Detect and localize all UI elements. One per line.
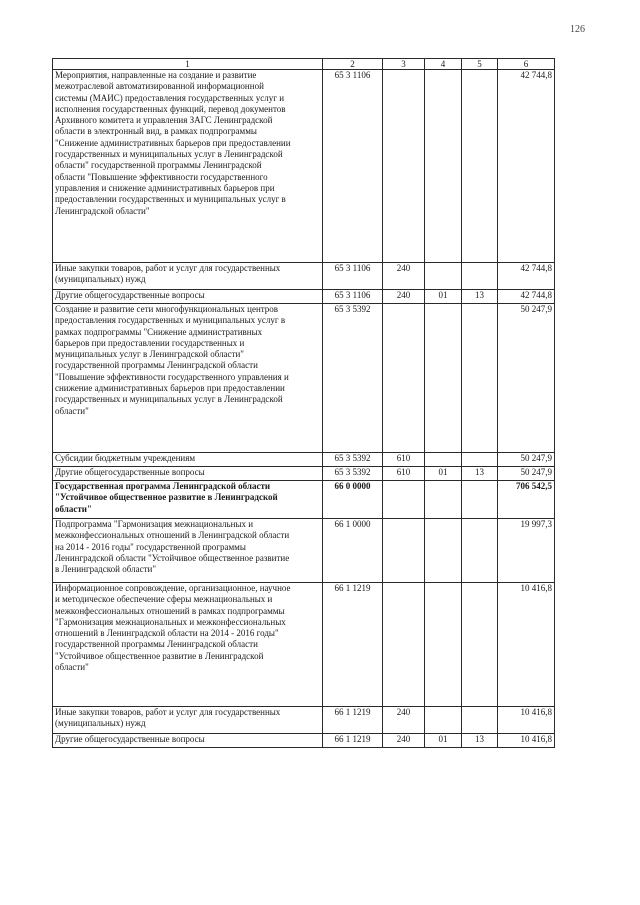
row-pr-cell bbox=[462, 263, 498, 290]
row-rz-cell bbox=[425, 304, 462, 453]
row-sum-cell: 50 247,9 bbox=[498, 304, 555, 453]
row-name-cell: Другие общегосударственные вопросы bbox=[53, 734, 323, 748]
row-sum-cell: 50 247,9 bbox=[498, 467, 555, 481]
row-rz-cell: 01 bbox=[425, 290, 462, 304]
row-sum-cell: 42 744,8 bbox=[498, 290, 555, 304]
row-vr-cell bbox=[383, 70, 425, 263]
row-pr-cell bbox=[462, 481, 498, 519]
row-rz-cell bbox=[425, 519, 462, 583]
row-code-cell: 66 1 1219 bbox=[323, 707, 383, 734]
row-vr-cell bbox=[383, 304, 425, 453]
table-row bbox=[53, 290, 555, 304]
row-code-cell: 65 3 1106 bbox=[323, 263, 383, 290]
row-name-cell: Информационное сопровождение, организационное, научное и методическое обеспечение сферы межнациональных и межконфессиональных отношений в рамках подпрограммы "Гармонизация межнациональных и межконфессиональных отношений в Ленинградской области на 2014 - 2016 годы" государственной программы Ленинградской области "Устойчивое общественное развитие в Ленинградской области" bbox=[53, 583, 323, 707]
header-cell-name: 1 bbox=[53, 59, 323, 70]
row-vr-cell: 240 bbox=[383, 263, 425, 290]
row-code-cell: 65 3 1106 bbox=[323, 70, 383, 263]
row-code-cell: 66 1 0000 bbox=[323, 519, 383, 583]
row-name-cell: Другие общегосударственные вопросы bbox=[53, 290, 323, 304]
row-vr-cell: 610 bbox=[383, 453, 425, 467]
table-row bbox=[53, 453, 555, 467]
header-cell-pr: 5 bbox=[462, 59, 498, 70]
budget-table bbox=[52, 58, 555, 748]
row-sum-cell: 10 416,8 bbox=[498, 707, 555, 734]
table-header-row bbox=[53, 59, 555, 70]
row-name-cell: Субсидии бюджетным учреждениям bbox=[53, 453, 323, 467]
row-sum-cell: 42 744,8 bbox=[498, 263, 555, 290]
row-code-cell: 66 0 0000 bbox=[323, 481, 383, 519]
row-vr-cell bbox=[383, 519, 425, 583]
row-sum-cell: 50 247,9 bbox=[498, 453, 555, 467]
row-rz-cell bbox=[425, 583, 462, 707]
header-cell-vr: 3 bbox=[383, 59, 425, 70]
table-row bbox=[53, 70, 555, 263]
row-rz-cell bbox=[425, 70, 462, 263]
table-row bbox=[53, 583, 555, 707]
row-pr-cell bbox=[462, 519, 498, 583]
row-vr-cell bbox=[383, 583, 425, 707]
table-row bbox=[53, 481, 555, 519]
table-row bbox=[53, 734, 555, 748]
table-row bbox=[53, 707, 555, 734]
row-vr-cell: 240 bbox=[383, 290, 425, 304]
table-row bbox=[53, 519, 555, 583]
row-vr-cell: 240 bbox=[383, 734, 425, 748]
row-rz-cell bbox=[425, 707, 462, 734]
row-code-cell: 65 3 5392 bbox=[323, 453, 383, 467]
table-row bbox=[53, 263, 555, 290]
header-cell-rz: 4 bbox=[425, 59, 462, 70]
row-code-cell: 65 3 1106 bbox=[323, 290, 383, 304]
row-code-cell: 65 3 5392 bbox=[323, 467, 383, 481]
row-name-cell: Другие общегосударственные вопросы bbox=[53, 467, 323, 481]
table-row bbox=[53, 304, 555, 453]
row-sum-cell: 10 416,8 bbox=[498, 583, 555, 707]
row-name-cell: Государственная программа Ленинградской области "Устойчивое общественное развитие в Ленинградской области" bbox=[53, 481, 323, 519]
header-cell-sum: 6 bbox=[498, 59, 555, 70]
row-name-cell: Иные закупки товаров, работ и услуг для государственных (муниципальных) нужд bbox=[53, 263, 323, 290]
row-vr-cell bbox=[383, 481, 425, 519]
row-pr-cell: 13 bbox=[462, 290, 498, 304]
row-pr-cell: 13 bbox=[462, 734, 498, 748]
row-vr-cell: 240 bbox=[383, 707, 425, 734]
row-sum-cell: 42 744,8 bbox=[498, 70, 555, 263]
row-rz-cell bbox=[425, 481, 462, 519]
header-cell-code: 2 bbox=[323, 59, 383, 70]
row-sum-cell: 706 542,5 bbox=[498, 481, 555, 519]
row-rz-cell: 01 bbox=[425, 734, 462, 748]
row-pr-cell bbox=[462, 70, 498, 263]
page-number: 126 bbox=[570, 24, 585, 35]
row-pr-cell bbox=[462, 583, 498, 707]
row-pr-cell: 13 bbox=[462, 467, 498, 481]
row-name-cell: Создание и развитие сети многофункциональных центров предоставления государственных и муниципальных услуг в рамках подпрограммы "Снижение административных барьеров при предоставлении государственных и муниципальных услуг в Ленинградской области" государственной программы Ленинградской области "Повышение эффективности государственного управления и снижение административных барьеров при предоставлении государственных и муниципальных услуг в Ленинградской области" bbox=[53, 304, 323, 453]
row-pr-cell bbox=[462, 707, 498, 734]
row-pr-cell bbox=[462, 304, 498, 453]
row-vr-cell: 610 bbox=[383, 467, 425, 481]
row-sum-cell: 19 997,3 bbox=[498, 519, 555, 583]
row-code-cell: 66 1 1219 bbox=[323, 583, 383, 707]
row-code-cell: 66 1 1219 bbox=[323, 734, 383, 748]
row-rz-cell bbox=[425, 453, 462, 467]
row-rz-cell: 01 bbox=[425, 467, 462, 481]
row-rz-cell bbox=[425, 263, 462, 290]
row-pr-cell bbox=[462, 453, 498, 467]
row-code-cell: 65 3 5392 bbox=[323, 304, 383, 453]
row-sum-cell: 10 416,8 bbox=[498, 734, 555, 748]
row-name-cell: Подпрограмма "Гармонизация межнациональных и межконфессиональных отношений в Ленинградской области на 2014 - 2016 годы" государственной программы Ленинградской области "Устойчивое общественное развитие в Ленинградской области" bbox=[53, 519, 323, 583]
row-name-cell: Мероприятия, направленные на создание и развитие межотраслевой автоматизированной информационной системы (МАИС) предоставления государственных услуг и исполнения государственных функций, перевод документов Архивного комитета и управления ЗАГС Ленинградской области в электронный вид, в рамках подпрограммы "Снижение административных барьеров при предоставлении государственных и муниципальных услуг в Ленинградской области" государственной программы Ленинградской области "Повышение эффективности государственного управления и снижение административных барьеров при предоставлении государственных и муниципальных услуг в Ленинградской области" bbox=[53, 70, 323, 263]
row-name-cell: Иные закупки товаров, работ и услуг для государственных (муниципальных) нужд bbox=[53, 707, 323, 734]
table-row bbox=[53, 467, 555, 481]
